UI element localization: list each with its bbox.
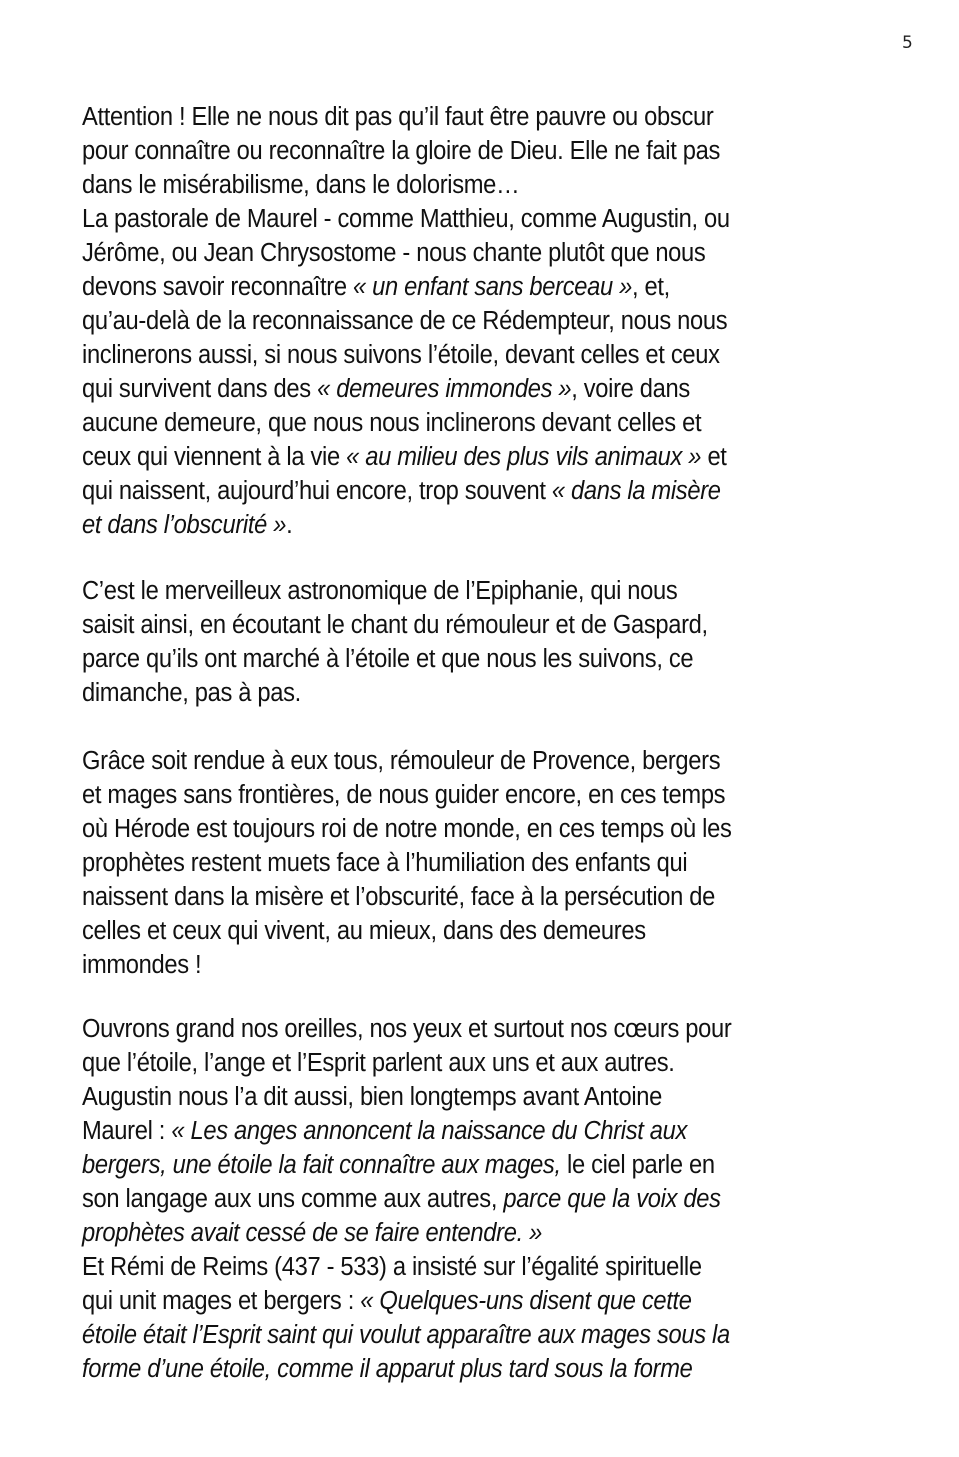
- body-text: .: [286, 511, 293, 539]
- quote-italic-text: « un enfant sans berceau »: [353, 273, 632, 301]
- text-line: [82, 474, 882, 508]
- body-text: saisit ainsi, en écoutant le chant du rémouleur et de Gaspard,: [82, 611, 708, 639]
- quote-italic-text: « Les anges annoncent la naissance du Christ aux: [171, 1117, 688, 1145]
- text-line: [82, 846, 882, 880]
- body-text: le ciel parle en: [560, 1151, 715, 1179]
- body-text: naissent dans la misère et l’obscurité, face à la persécution de: [82, 883, 716, 911]
- body-text: que l’étoile, l’ange et l’Esprit parlent aux uns et aux autres.: [82, 1049, 675, 1077]
- text-line: [82, 1046, 882, 1080]
- text-line: [82, 1148, 882, 1182]
- body-text: dans le misérabilisme, dans le dolorisme…: [82, 171, 520, 199]
- text-line: [82, 914, 882, 948]
- text-line: [82, 372, 882, 406]
- body-text: Attention ! Elle ne nous dit pas qu’il faut être pauvre ou obscur: [82, 103, 714, 131]
- body-text: et: [701, 443, 727, 471]
- body-text: Augustin nous l’a dit aussi, bien longtemps avant Antoine: [82, 1083, 662, 1111]
- paragraph: [82, 744, 942, 982]
- text-line: [82, 812, 882, 846]
- body-text: pour connaître ou reconnaître la gloire de Dieu. Elle ne fait pas: [82, 137, 721, 165]
- body-text: celles et ceux qui vivent, au mieux, dans des demeures: [82, 917, 646, 945]
- body-text: où Hérode est toujours roi de notre monde, en ces temps où les: [82, 815, 732, 843]
- body-text: qui survivent dans des: [82, 375, 318, 403]
- text-line: [82, 1318, 882, 1352]
- quote-italic-text: et dans l’obscurité »: [82, 511, 287, 539]
- body-text: , voire dans: [571, 375, 690, 403]
- body-text: Maurel :: [82, 1117, 172, 1145]
- text-line: [82, 1080, 882, 1114]
- text-line: [82, 304, 882, 338]
- body-text: Et Rémi de Reims (437 - 533) a insisté sur l’égalité spirituelle: [82, 1253, 702, 1281]
- text-line: [82, 236, 882, 270]
- text-line: [82, 1352, 882, 1386]
- text-line: [82, 168, 882, 202]
- body-text: Ouvrons grand nos oreilles, nos yeux et surtout nos cœurs pour: [82, 1015, 732, 1043]
- text-line: [82, 778, 882, 812]
- quote-italic-text: bergers, une étoile la fait connaître aux mages,: [82, 1151, 561, 1179]
- text-line: [82, 1012, 882, 1046]
- quote-italic-text: « demeures immondes »: [317, 375, 572, 403]
- text-line: [82, 744, 882, 778]
- quote-italic-text: « dans la misère: [551, 477, 721, 505]
- text-line: [82, 440, 882, 474]
- body-text: , et,: [631, 273, 670, 301]
- body-text: qui unit mages et bergers :: [82, 1287, 361, 1315]
- text-line: [82, 100, 882, 134]
- paragraph: [82, 100, 942, 542]
- text-line: [82, 880, 882, 914]
- body-text: qui naissent, aujourd’hui encore, trop souvent: [82, 477, 552, 505]
- body-text: La pastorale de Maurel - comme Matthieu, comme Augustin, ou: [82, 205, 730, 233]
- quote-italic-text: forme d’une étoile, comme il apparut plus tard sous la forme: [82, 1355, 693, 1383]
- text-line: [82, 406, 882, 440]
- quote-italic-text: étoile était l’Esprit saint qui voulut apparaître aux mages sous la: [82, 1321, 730, 1349]
- paragraph: [82, 1012, 942, 1386]
- text-line: [82, 1182, 882, 1216]
- text-line: [82, 270, 882, 304]
- text-line: [82, 134, 882, 168]
- body-text: Grâce soit rendue à eux tous, rémouleur de Provence, bergers: [82, 747, 721, 775]
- body-text: C’est le merveilleux astronomique de l’Epiphanie, qui nous: [82, 577, 678, 605]
- body-text: aucune demeure, que nous nous inclinerons devant celles et: [82, 409, 702, 437]
- text-line: [82, 1284, 882, 1318]
- quote-italic-text: « au milieu des plus vils animaux »: [346, 443, 702, 471]
- body-text: qu’au-delà de la reconnaissance de ce Rédempteur, nous nous: [82, 307, 728, 335]
- body-text: ceux qui viennent à la vie: [82, 443, 347, 471]
- body-text: immondes !: [82, 951, 202, 979]
- body-text: parce qu’ils ont marché à l’étoile et que nous les suivons, ce: [82, 645, 694, 673]
- text-line: [82, 642, 882, 676]
- body-text: prophètes restent muets face à l’humiliation des enfants qui: [82, 849, 688, 877]
- body-text: devons savoir reconnaître: [82, 273, 354, 301]
- text-line: [82, 508, 882, 542]
- text-line: [82, 338, 882, 372]
- text-line: [82, 1114, 882, 1148]
- text-line: [82, 676, 882, 710]
- body-text: et mages sans frontières, de nous guider encore, en ces temps: [82, 781, 726, 809]
- body-text: Jérôme, ou Jean Chrysostome - nous chante plutôt que nous: [82, 239, 706, 267]
- text-line: [82, 948, 882, 982]
- quote-italic-text: prophètes avait cessé de se faire entendre. »: [82, 1219, 542, 1247]
- text-line: [82, 1216, 882, 1250]
- paragraph: [82, 574, 942, 710]
- text-line: [82, 1250, 882, 1284]
- quote-italic-text: « Quelques-uns disent que cette: [360, 1287, 692, 1315]
- body-text: dimanche, pas à pas.: [82, 679, 301, 707]
- text-line: [82, 202, 882, 236]
- text-line: [82, 574, 882, 608]
- body-text: son langage aux uns comme aux autres,: [82, 1185, 504, 1213]
- page-number: 5: [902, 33, 913, 53]
- body-text: inclinerons aussi, si nous suivons l’étoile, devant celles et ceux: [82, 341, 720, 369]
- text-line: [82, 608, 882, 642]
- quote-italic-text: parce que la voix des: [503, 1185, 721, 1213]
